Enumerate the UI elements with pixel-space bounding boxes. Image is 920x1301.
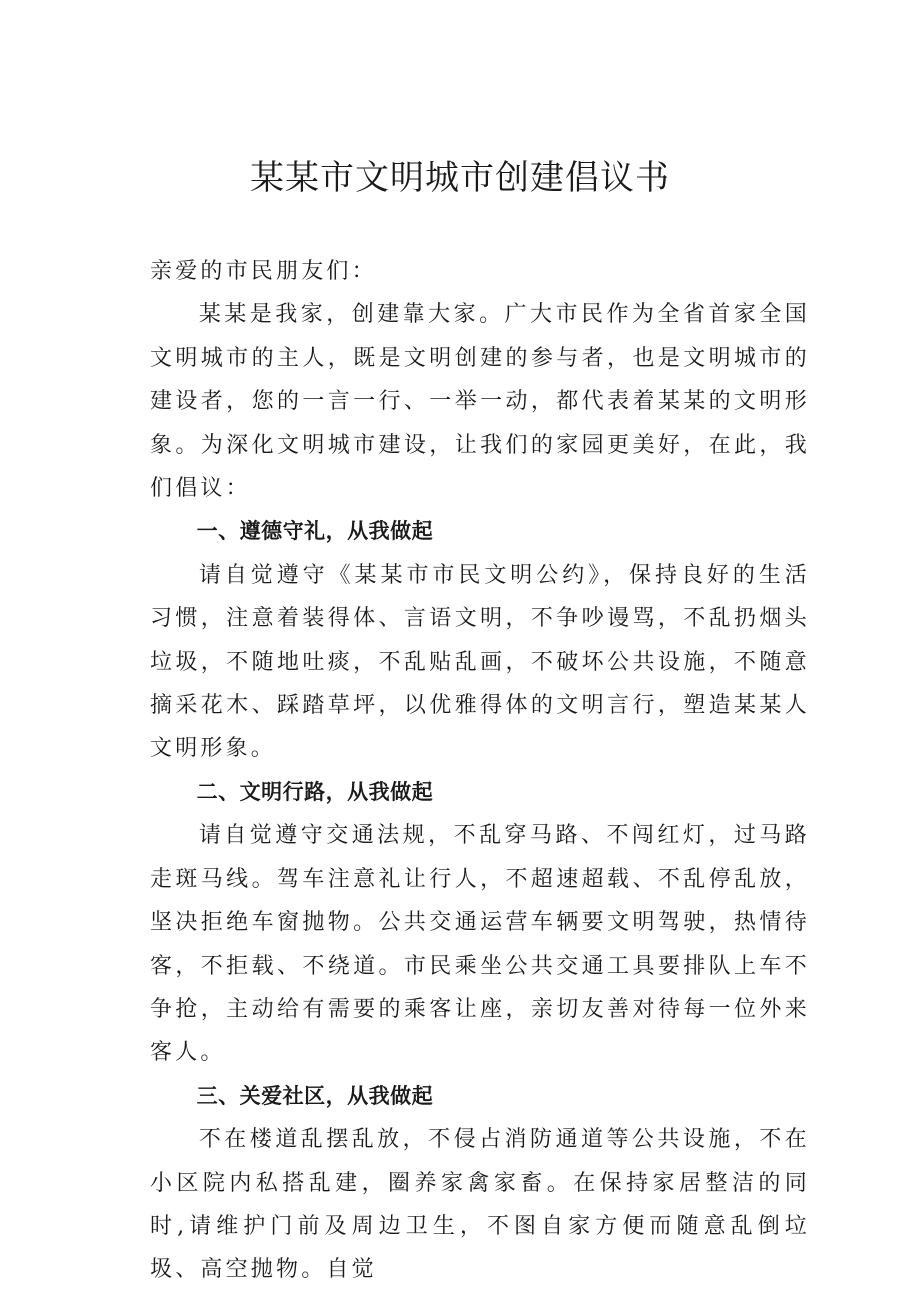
section-heading-2: 二、文明行路，从我做起 [196,779,434,804]
section-text-1: 请自觉遵守《某某市市民文明公约》，保持良好的生活习惯，注意着装得体、言语文明，不争吵谩骂，不乱扔烟头垃圾，不随地吐痰，不乱贴乱画，不破坏公共设施，不随意摘采花木、踩踏草坪，以优雅得体的文明言行，塑造某某人文明形象。 [150,562,810,762]
section-text-3: 不在楼道乱摆乱放，不侵占消防通道等公共设施，不在小区院内私搭乱建，圈养家禽家畜。在保持家居整洁的同时,请维护门前及周边卫生，不图自家方便而随意乱倒垃圾、高空抛物。自觉 [150,1127,810,1283]
section-text-2: 请自觉遵守交通法规，不乱穿马路、不闯红灯，过马路走斑马线。驾车注意礼让行人，不超速超载、不乱停乱放，坚决拒绝车窗抛物。公共交通运营车辆要文明驾驶，热情待客，不拒载、不绕道。市民乘坐公共交通工具要排队上车不争抢，主动给有需要的乘客让座，亲切友善对待每一位外来客人。 [150,823,810,1066]
section-heading-1: 一、遵德守礼，从我做起 [196,519,434,544]
section-heading-3: 三、关爱社区，从我做起 [196,1083,434,1108]
document-body [150,250,810,1292]
intro-paragraph: 某某是我家，创建靠大家。广大市民作为全省首家全国文明城市的主人，既是文明创建的参与者，也是文明城市的建设者，您的一言一行、一举一动，都代表着某某的文明形象。为深化文明城市建设，让我们的家园更美好，在此，我们倡议： [150,302,810,502]
salutation: 亲爱的市民朋友们： [150,259,377,284]
document-title: 某某市文明城市创建倡议书 [250,158,670,198]
